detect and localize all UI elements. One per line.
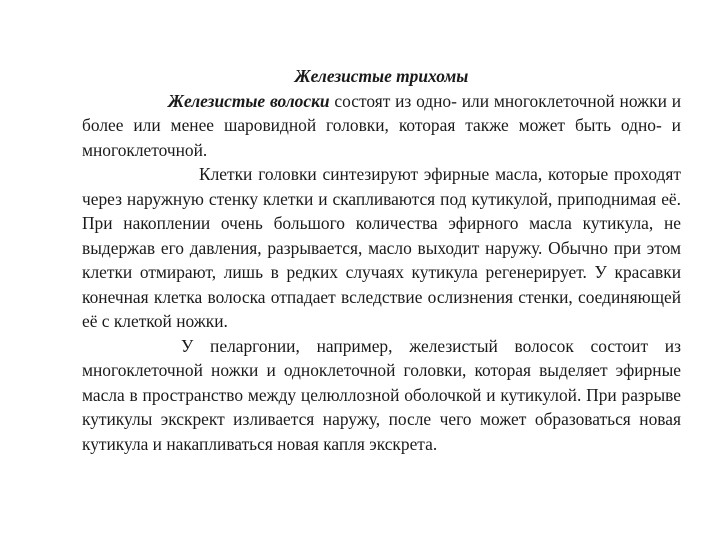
paragraph-2: Клетки головки синтезируют эфирные масла, которые проходят через наружную стенку клетки и скапливаются под кутикулой, приподнимая её. При накоплении очень большого количества эфирного масла кутикула, не выдержав его давления, разрывается, масло выходит наружу. Обычно при этом клетки отмирают, лишь в редких случаях кутикула регенерирует. У красавки конечная клетка волоска отпадает вследствие ослизнения стенки, соединяющей её с клеткой ножки. (82, 164, 681, 331)
document-body (82, 64, 681, 456)
document-title: Железистые трихомы (294, 66, 469, 86)
paragraph-1-text: состоят из одно- или многоклеточной ножки и более или менее шаровидной головки, которая также может быть одно- и многоклеточной. (82, 90, 681, 160)
paragraph-1 (82, 89, 681, 163)
term-glandular-hairs: Железистые волоски (168, 90, 330, 111)
paragraph-3: У пеларгонии, например, железистый волосок состоит из многоклеточной ножки и одноклеточной головки, которая выделяет эфирные масла в пространство между целюллозной оболочкой и кутикулой. При разрыве кутикулы экскрект изливается наружу, после чего может образоваться новая кутикула и накапливаться новая капля экскрета. (82, 335, 681, 454)
